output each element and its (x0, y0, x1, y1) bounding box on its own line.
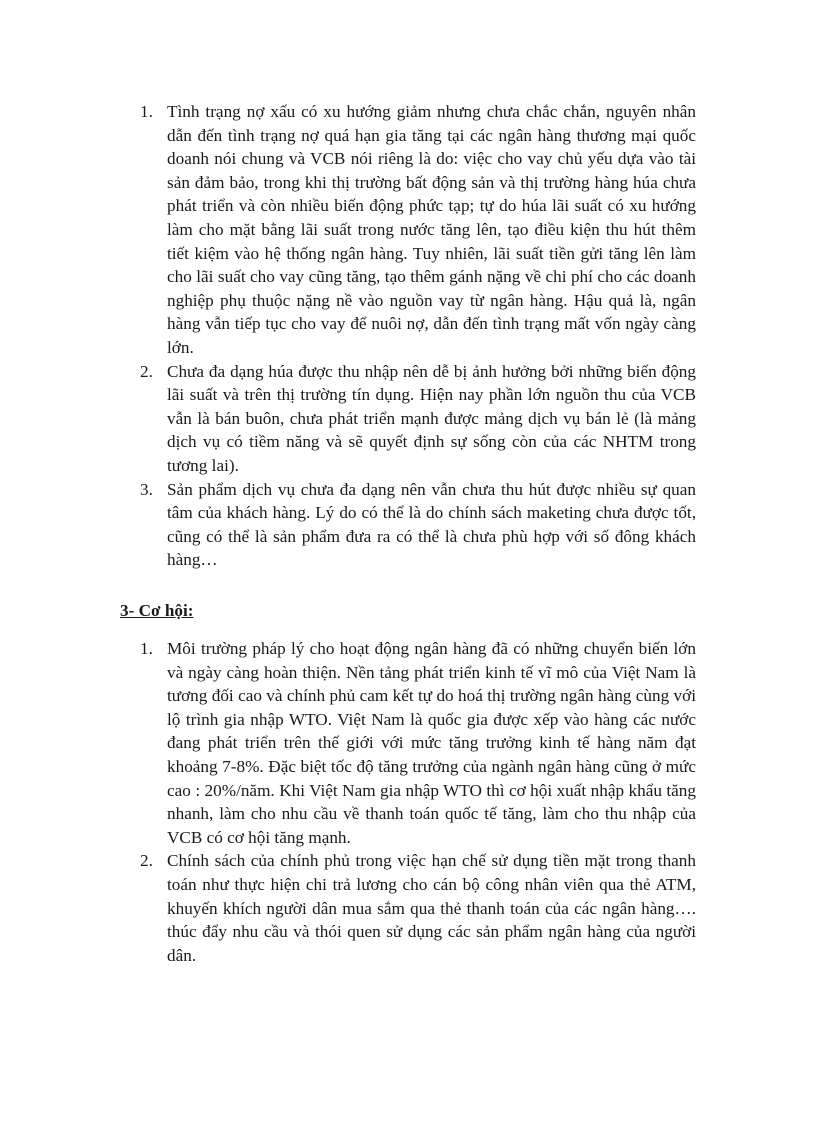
list-item (140, 849, 696, 967)
opportunities-list (140, 637, 696, 967)
list-item-text: Chưa đa dạng húa được thu nhập nên dễ bị ảnh hưởng bởi những biến động lãi suất và trên thị trường tín dụng. Hiện nay phần lớn nguồn thu của VCB vẫn là bán buôn, chưa phát triển mạnh được mảng dịch vụ bán lẻ (là mảng dịch vụ có tiềm năng và sẽ quyết định sự sống còn của các NHTM trong tương lai). (167, 361, 696, 475)
weaknesses-list (140, 100, 696, 572)
list-item (140, 637, 696, 849)
list-item (140, 360, 696, 478)
list-item-text: Môi trường pháp lý cho hoạt động ngân hàng đã có những chuyển biến lớn và ngày càng hoàn thiện. Nền tảng phát triển kinh tế vĩ mô của Việt Nam là tương đối cao và chính phủ cam kết tự do hoá thị trường ngân hàng cùng với lộ trình gia nhập WTO. Việt Nam là quốc gia được xếp vào hàng các nước đang phát triển trên thế giới với mức tăng trưởng kinh tế hàng năm đạt khoảng 7-8%. Đặc biệt tốc độ tăng trưởng của ngành ngân hàng cũng ở mức cao : 20%/năm. Khi Việt Nam gia nhập WTO thì cơ hội xuất nhập khẩu tăng nhanh, làm cho nhu cầu về thanh toán quốc tế tăng, làm cho thu nhập của VCB có cơ hội tăng mạnh. (167, 639, 696, 847)
list-item-number: 2. (140, 851, 153, 871)
list-item-text: Sản phẩm dịch vụ chưa đa dạng nên vẫn chưa thu hút được nhiều sự quan tâm của khách hàng. Lý do có thể là do chính sách maketing chưa được tốt, cũng có thể là sản phẩm đưa ra có thể là chưa phù hợp với số đông khách hàng… (167, 479, 696, 570)
list-item-text: Tình trạng nợ xấu có xu hướng giảm nhưng chưa chắc chắn, nguyên nhân dẫn đến tình trạng nợ quá hạn gia tăng tại các ngân hàng thương mại quốc doanh nói chung và VCB nói riêng là do: việc cho vay chủ yếu dựa vào tài sản đảm bảo, trong khi thị trường bất động sản và thị trường hàng húa chưa phát triển và còn nhiều biến động phức tạp; tự do húa lãi suất có xu hướng làm cho mặt bằng lãi suất trong nước tăng lên, tạo điều kiện thu hút thêm tiết kiệm vào hệ thống ngân hàng. Tuy nhiên, lãi suất tiền gửi tăng lên làm cho lãi suất cho vay cũng tăng, tạo thêm gánh nặng về chi phí cho các doanh nghiệp phụ thuộc nặng nề vào nguồn vay từ ngân hàng. Hậu quả là, ngân hàng vẫn tiếp tục cho vay để nuôi nợ, dẫn đến tình trạng mất vốn ngày càng lớn. (167, 102, 696, 357)
list-item (140, 478, 696, 572)
list-item (140, 100, 696, 360)
section-heading: 3- Cơ hội: (120, 601, 194, 620)
list-item-number: 3. (140, 479, 153, 499)
list-item-number: 1. (140, 639, 153, 658)
list-item-number: 1. (140, 102, 153, 121)
list-item-number: 2. (140, 361, 153, 381)
list-item-text: Chính sách của chính phủ trong việc hạn chế sử dụng tiền mặt trong thanh toán như thực hiện chi trả lương cho cán bộ công nhân viên qua thẻ ATM, khuyến khích người dân mua sắm qua thẻ thanh toán của các ngân hàng…. thúc đẩy nhu cầu và thói quen sử dụng các sản phẩm ngân hàng của người dân. (167, 851, 696, 965)
